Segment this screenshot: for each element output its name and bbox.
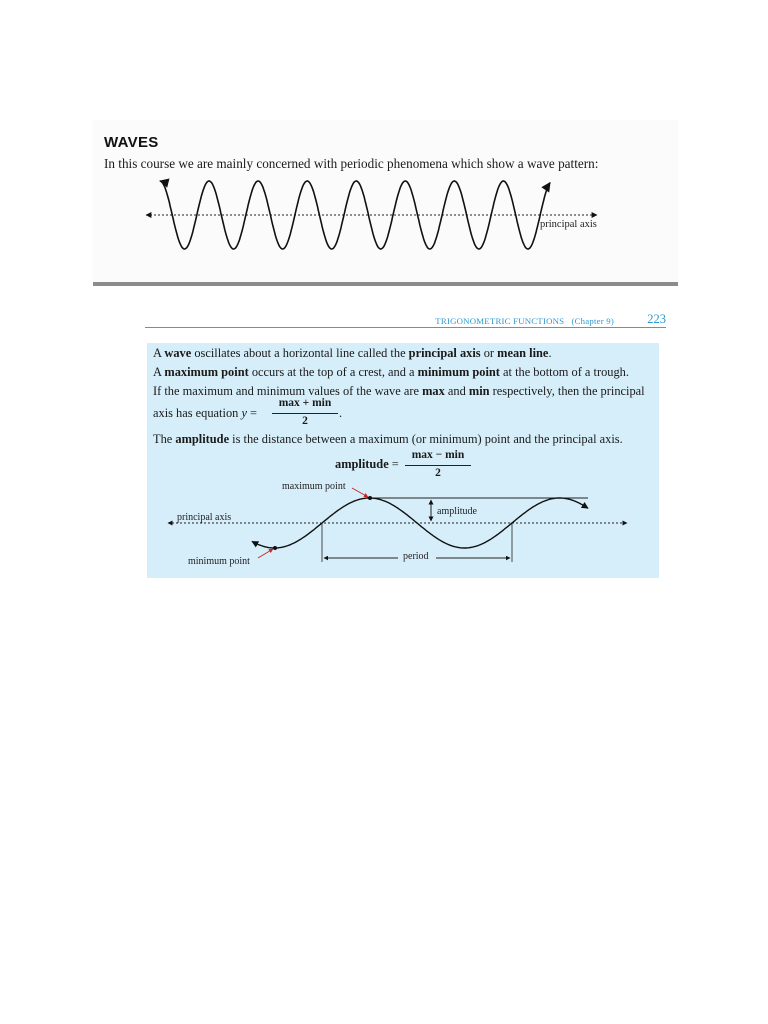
definition-line-2: A maximum point occurs at the top of a crest, and a minimum point at the bottom of a trough. [153,365,629,379]
fraction-denominator: 2 [435,467,441,479]
minimum-point-label: minimum point [188,556,250,567]
amplitude-formula: amplitude = [335,457,399,471]
amplitude-fraction [405,449,471,481]
running-title: TRIGONOMETRIC FUNCTIONS (Chapter 9) [435,316,614,326]
definition-line-3: If the maximum and minimum values of the wave are max and min respectively, then the principal [153,384,645,398]
upper-page-fragment [93,120,678,283]
running-header [145,313,666,328]
section-title: WAVES [104,134,159,151]
definition-line-4: axis has equation y = [153,406,258,420]
fraction-numerator: max + min [278,397,332,409]
diagram-principal-axis-label: principal axis [177,512,232,523]
amplitude-label: amplitude [437,506,477,517]
maximum-point-label: maximum point [282,481,346,492]
fraction-denominator: 2 [302,415,308,427]
principal-axis-label: principal axis [540,219,597,230]
intro-paragraph: In this course we are mainly concerned with periodic phenomena which show a wave pattern: [104,156,599,171]
axis-equation-fraction [272,397,338,429]
page-divider [93,282,678,286]
definition-line-5: The amplitude is the distance between a maximum (or minimum) point and the principal axis. [153,432,623,446]
fraction-numerator: max − min [411,449,465,461]
equation-end: . [339,406,343,420]
definition-line-1: A wave oscillates about a horizontal line called the principal axis or mean line. [153,346,552,360]
page-number: 223 [647,312,666,326]
period-label: period [403,551,429,562]
